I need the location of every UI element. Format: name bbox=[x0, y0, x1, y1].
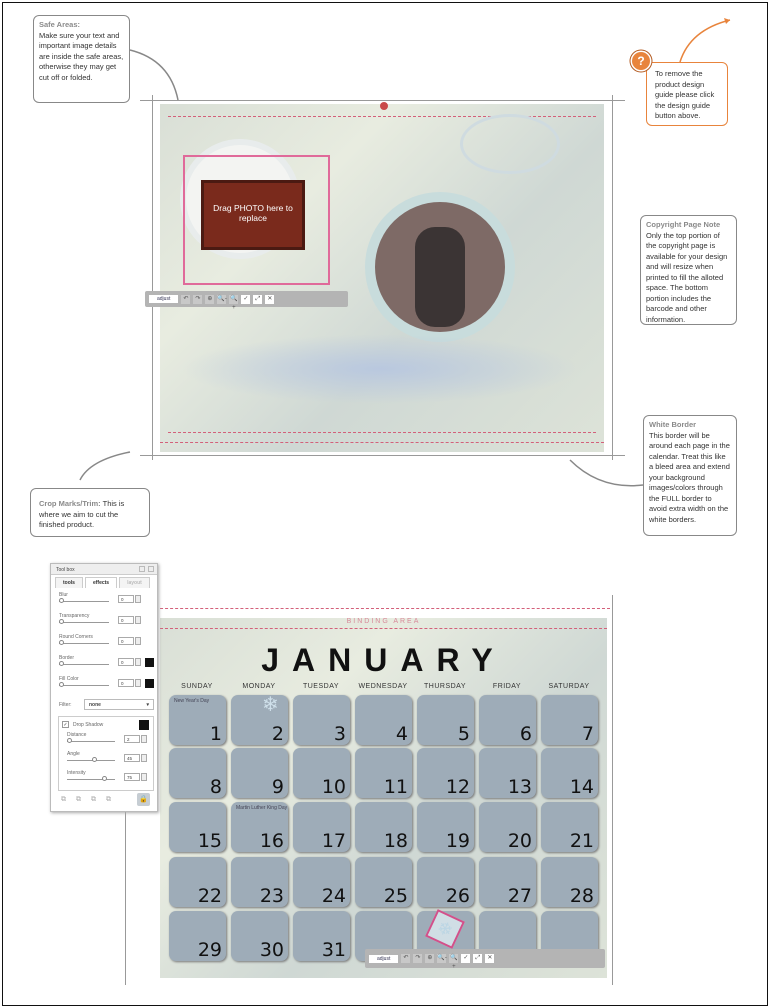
rotate-left-icon[interactable]: ↶ bbox=[183, 295, 189, 302]
day-cell[interactable] bbox=[231, 748, 288, 798]
send-backward-icon[interactable]: ⧉ bbox=[76, 796, 81, 803]
value-stepper[interactable] bbox=[135, 679, 141, 687]
snowflake-sticker[interactable]: ❄ bbox=[425, 909, 465, 949]
minimize-button[interactable] bbox=[139, 566, 145, 572]
slider-handle[interactable] bbox=[102, 776, 107, 781]
slider-label: Angle bbox=[67, 751, 80, 757]
day-cell[interactable] bbox=[541, 748, 598, 798]
day-number: 29 bbox=[197, 939, 222, 961]
slider-handle[interactable] bbox=[59, 661, 64, 666]
photo-toolbar bbox=[365, 949, 605, 968]
slider-handle[interactable] bbox=[92, 757, 97, 762]
layer-buttons bbox=[61, 796, 111, 804]
day-number: 19 bbox=[445, 830, 470, 852]
day-cell[interactable] bbox=[293, 802, 350, 852]
adjust-button[interactable]: adjust bbox=[369, 955, 398, 963]
day-number: 24 bbox=[321, 885, 346, 907]
slider-label: Intensity bbox=[67, 770, 86, 776]
day-number: 30 bbox=[259, 939, 284, 961]
slider-label: Distance bbox=[67, 732, 87, 738]
tab-layout[interactable]: layout bbox=[119, 577, 150, 588]
rotate-left-icon[interactable]: ↶ bbox=[403, 955, 409, 961]
value-stepper[interactable] bbox=[135, 637, 141, 645]
day-cell[interactable] bbox=[169, 695, 226, 745]
close-button[interactable] bbox=[148, 566, 154, 572]
value-input[interactable]: 0 bbox=[118, 679, 134, 687]
question-icon: ? bbox=[632, 52, 650, 70]
day-cell[interactable] bbox=[541, 695, 598, 745]
day-number: 18 bbox=[383, 830, 408, 852]
zoom-in-icon[interactable]: 🔍+ bbox=[230, 295, 238, 311]
fit-icon[interactable]: ⤢ bbox=[473, 954, 482, 963]
day-number: 17 bbox=[321, 830, 346, 852]
day-cell[interactable] bbox=[169, 911, 226, 961]
slider-handle[interactable] bbox=[59, 619, 64, 624]
day-cell[interactable] bbox=[541, 857, 598, 907]
day-number: 15 bbox=[197, 830, 222, 852]
slider-row bbox=[67, 732, 162, 742]
value-input[interactable]: 0 bbox=[118, 637, 134, 645]
day-number: 21 bbox=[569, 830, 594, 852]
value-input[interactable]: 75 bbox=[124, 773, 140, 781]
callout-text: This border will be around each page in the calendar. Treat this like a bleed area and extend your background images/colors through the FULL border to avoid extra width on the white borders. bbox=[649, 430, 730, 524]
slider-track[interactable] bbox=[67, 760, 115, 761]
value-stepper[interactable] bbox=[135, 595, 141, 603]
center-icon[interactable]: ⊕ bbox=[427, 955, 433, 961]
day-number: 20 bbox=[507, 830, 532, 852]
confirm-icon[interactable]: ✓ bbox=[243, 295, 249, 302]
day-cell[interactable] bbox=[479, 695, 536, 745]
day-cell[interactable] bbox=[355, 802, 412, 852]
day-cell[interactable] bbox=[355, 857, 412, 907]
day-number: 31 bbox=[321, 939, 346, 961]
slider-track[interactable] bbox=[59, 601, 109, 602]
callout-title: Crop Marks/Trim: bbox=[39, 499, 101, 508]
day-number: 3 bbox=[333, 723, 346, 745]
day-cell[interactable] bbox=[293, 911, 350, 961]
color-swatch[interactable] bbox=[145, 679, 154, 688]
day-cell[interactable] bbox=[293, 695, 350, 745]
day-cell[interactable] bbox=[231, 911, 288, 961]
value-stepper[interactable] bbox=[141, 754, 147, 762]
day-number: 12 bbox=[445, 776, 470, 798]
slider-row bbox=[59, 592, 154, 602]
slider-track[interactable] bbox=[59, 664, 109, 665]
day-number: 14 bbox=[569, 776, 594, 798]
slider-row bbox=[59, 613, 154, 623]
filter-select[interactable] bbox=[84, 699, 154, 710]
slider-row bbox=[67, 751, 162, 761]
tool-box-tabs bbox=[55, 577, 150, 588]
delete-icon[interactable]: ✕ bbox=[487, 955, 493, 961]
day-number: 2 bbox=[271, 723, 284, 745]
drop-shadow-section bbox=[58, 716, 154, 791]
zoom-in-icon[interactable]: 🔍+ bbox=[450, 955, 458, 970]
lock-icon[interactable]: 🔒 bbox=[137, 793, 150, 806]
weekday-header: MONDAY bbox=[242, 683, 276, 690]
day-cell[interactable] bbox=[293, 857, 350, 907]
slider-track[interactable] bbox=[59, 643, 109, 644]
day-number: 28 bbox=[569, 885, 594, 907]
day-number: 4 bbox=[395, 723, 408, 745]
value-input[interactable]: 2 bbox=[124, 735, 140, 743]
slider-track[interactable] bbox=[59, 685, 109, 686]
day-number: 16 bbox=[259, 830, 284, 852]
day-number: 8 bbox=[209, 776, 222, 798]
weekday-header: TUESDAY bbox=[302, 683, 340, 690]
drop-shadow-label: Drop Shadow bbox=[73, 722, 104, 728]
day-cell[interactable] bbox=[169, 748, 226, 798]
drop-shadow-checkbox[interactable]: ✓ bbox=[63, 722, 68, 728]
chevron-down-icon: ▾ bbox=[146, 702, 149, 708]
day-number: 26 bbox=[445, 885, 470, 907]
slider-handle[interactable] bbox=[59, 598, 64, 603]
day-number: 6 bbox=[519, 723, 532, 745]
confirm-icon[interactable]: ✓ bbox=[463, 955, 469, 961]
rotate-right-icon[interactable]: ↷ bbox=[195, 295, 201, 302]
day-cell[interactable] bbox=[231, 695, 288, 745]
slider-row bbox=[67, 770, 162, 780]
shadow-color-swatch[interactable] bbox=[139, 720, 149, 730]
day-cell[interactable] bbox=[479, 802, 536, 852]
day-cell[interactable] bbox=[231, 802, 288, 852]
day-cell[interactable] bbox=[231, 857, 288, 907]
value-input[interactable]: 0 bbox=[118, 658, 134, 666]
day-cell[interactable] bbox=[417, 802, 474, 852]
day-cell[interactable] bbox=[417, 748, 474, 798]
day-number: 5 bbox=[457, 723, 470, 745]
slider-label: Transparency bbox=[59, 613, 90, 619]
day-number: 7 bbox=[581, 723, 594, 745]
day-number: 1 bbox=[209, 723, 222, 745]
tab-effects[interactable]: effects bbox=[85, 577, 117, 588]
value-input[interactable]: 45 bbox=[124, 754, 140, 762]
slider-handle[interactable] bbox=[59, 682, 64, 687]
filter-row bbox=[59, 698, 154, 712]
day-number: 13 bbox=[507, 776, 532, 798]
weekday-header: THURSDAY bbox=[424, 683, 466, 690]
slider-track[interactable] bbox=[67, 741, 115, 742]
slider-row bbox=[59, 634, 154, 644]
day-number: 22 bbox=[197, 885, 222, 907]
callout-text: To remove the product design guide please click the design guide button above. bbox=[655, 69, 715, 120]
tool-box-panel bbox=[50, 563, 158, 812]
callout-title: White Border bbox=[649, 420, 697, 429]
zoom-out-icon[interactable]: 🔍- bbox=[437, 955, 447, 961]
day-cell[interactable] bbox=[293, 748, 350, 798]
day-number: 27 bbox=[507, 885, 532, 907]
day-cell[interactable] bbox=[541, 802, 598, 852]
slider-handle[interactable] bbox=[59, 640, 64, 645]
crop-mark bbox=[612, 595, 613, 985]
day-number: 10 bbox=[321, 776, 346, 798]
slider-label: Round Corners bbox=[59, 634, 93, 640]
value-input[interactable]: 0 bbox=[118, 616, 134, 624]
holiday-note: New Year's Day bbox=[174, 698, 210, 704]
filter-value: none bbox=[89, 702, 101, 708]
day-number: 11 bbox=[383, 776, 408, 798]
callout-text: This is where we aim to cut the finished product. bbox=[39, 499, 125, 529]
day-cell[interactable] bbox=[355, 695, 412, 745]
value-stepper[interactable] bbox=[135, 616, 141, 624]
send-back-icon[interactable]: ⧉ bbox=[106, 796, 111, 803]
fit-icon[interactable]: ⤢ bbox=[253, 295, 262, 304]
day-cell[interactable] bbox=[417, 695, 474, 745]
zoom-out-icon[interactable]: 🔍- bbox=[217, 295, 227, 302]
weekday-header: WEDNESDAY bbox=[358, 683, 408, 690]
adjust-button[interactable]: adjust bbox=[149, 295, 178, 303]
center-icon[interactable]: ⊕ bbox=[207, 295, 213, 302]
tool-box-titlebar[interactable] bbox=[51, 564, 157, 575]
callout-text: Only the top portion of the copyright page is available for your design and will resize when printed to fill the alloted space. The bottom portion includes the barcode and other information. bbox=[646, 230, 728, 324]
slider-label: Blur bbox=[59, 592, 68, 598]
value-input[interactable]: 0 bbox=[118, 595, 134, 603]
callout-title: Safe Areas: bbox=[39, 20, 80, 29]
value-stepper[interactable] bbox=[135, 658, 141, 666]
rotate-right-icon[interactable]: ↷ bbox=[415, 955, 421, 961]
holiday-note: Martin Luther King Day bbox=[236, 805, 288, 811]
day-cell[interactable] bbox=[479, 748, 536, 798]
slider-track[interactable] bbox=[67, 779, 115, 780]
slider-row bbox=[59, 676, 154, 686]
slider-row bbox=[59, 655, 154, 665]
callout-text: Make sure your text and important image details are inside the safe areas, otherwise they may get cut off or folded. bbox=[39, 30, 124, 82]
filter-label: Filter: bbox=[59, 702, 72, 708]
weekday-header: SUNDAY bbox=[181, 683, 213, 690]
day-cell[interactable] bbox=[169, 802, 226, 852]
snowflake-icon: ❄ bbox=[262, 694, 279, 716]
day-cell[interactable] bbox=[169, 857, 226, 907]
weekday-header: FRIDAY bbox=[492, 683, 522, 690]
slider-label: Fill Color bbox=[59, 676, 79, 682]
placeholder-text: Drag PHOTO here to replace bbox=[213, 203, 293, 223]
day-number: 23 bbox=[259, 885, 284, 907]
slider-track[interactable] bbox=[59, 622, 109, 623]
value-stepper[interactable] bbox=[141, 735, 147, 743]
slider-label: Border bbox=[59, 655, 75, 661]
day-cell[interactable] bbox=[355, 748, 412, 798]
value-stepper[interactable] bbox=[141, 773, 147, 781]
binding-guide bbox=[160, 628, 607, 629]
weekday-header: SATURDAY bbox=[548, 683, 590, 690]
bring-forward-icon[interactable]: ⧉ bbox=[61, 796, 66, 803]
slider-handle[interactable] bbox=[67, 738, 72, 743]
color-swatch[interactable] bbox=[145, 658, 154, 667]
trim-guide bbox=[150, 608, 610, 609]
tool-box-title: Tool box bbox=[56, 567, 75, 573]
binding-area-label: BINDING AREA bbox=[346, 618, 421, 625]
day-number: 9 bbox=[271, 776, 284, 798]
day-cell[interactable] bbox=[417, 857, 474, 907]
tab-tools[interactable]: tools bbox=[55, 577, 83, 588]
day-cell[interactable] bbox=[479, 857, 536, 907]
month-title: JANUARY bbox=[261, 642, 506, 678]
delete-icon[interactable]: ✕ bbox=[267, 295, 273, 302]
callout-title: Copyright Page Note bbox=[646, 220, 721, 229]
bring-front-icon[interactable]: ⧉ bbox=[91, 796, 96, 803]
day-number: 25 bbox=[383, 885, 408, 907]
